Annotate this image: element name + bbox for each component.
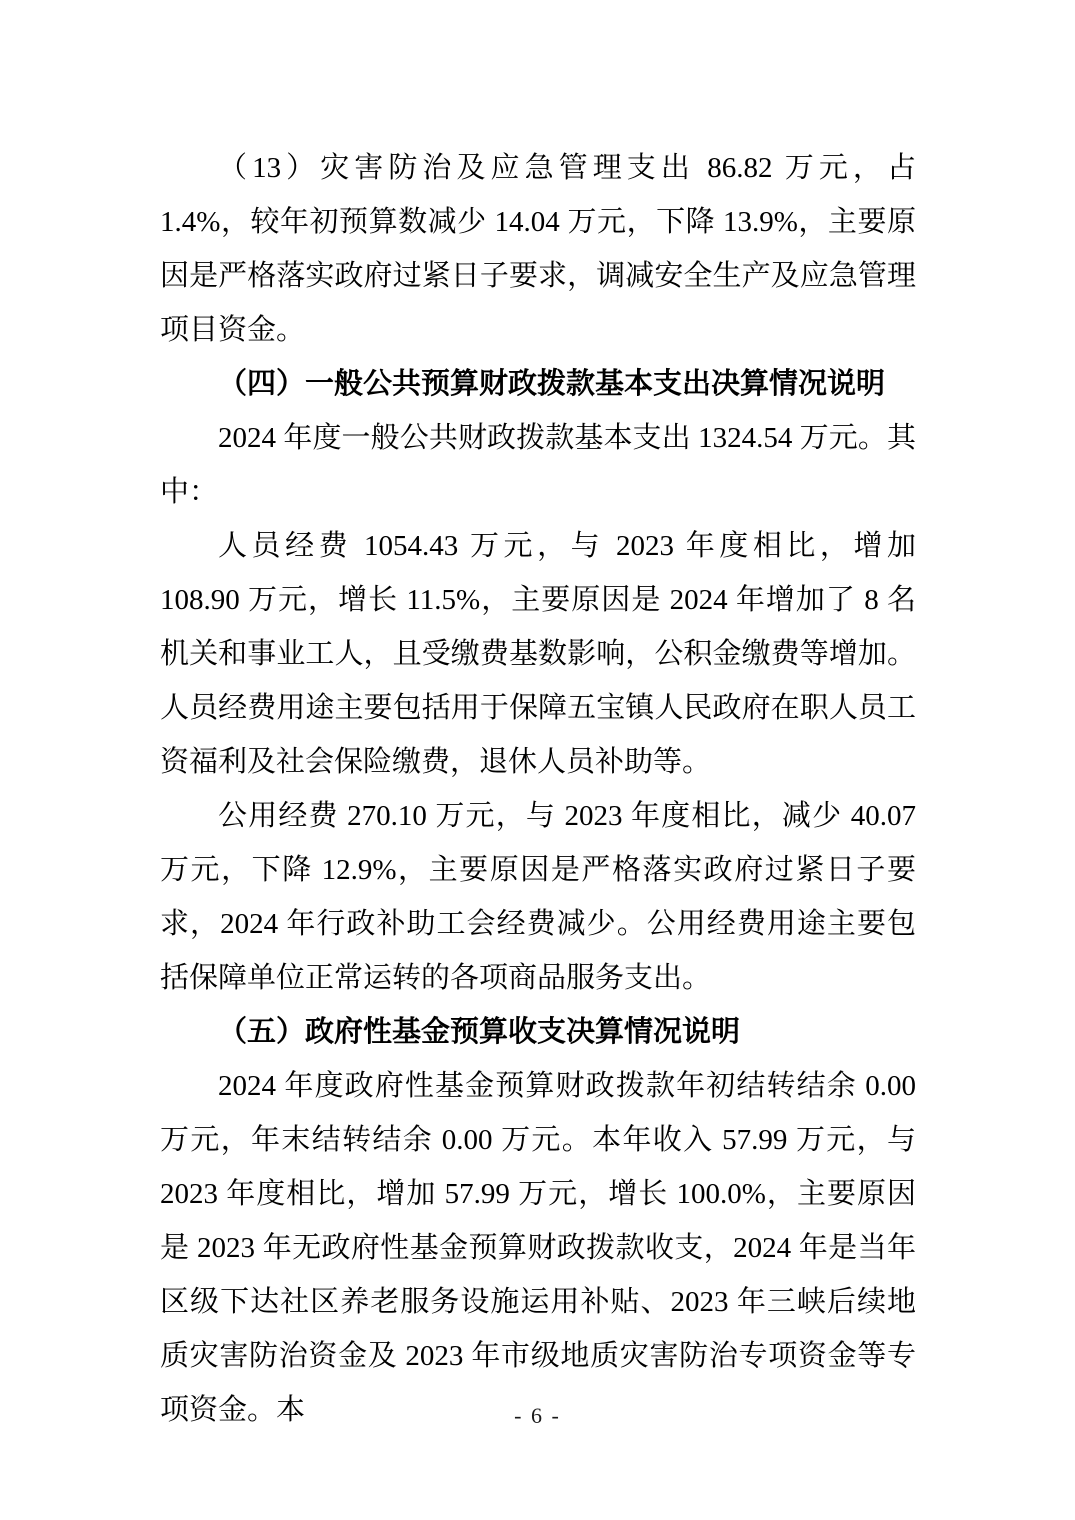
section-heading: （四）一般公共预算财政拨款基本支出决算情况说明 [218, 368, 886, 400]
paragraph: 人员经费 1054.43 万元，与 2023 年度相比，增加 108.90 万元，增长 11.5%，主要原因是 2024 年增加了 8 名机关和事业工人，且受缴费基数影响，公积金缴费等增加。人员经费用途主要包括用于保障五宝镇人民政府在职人员工资福利及社会保险缴费，退休人员补助等。 [160, 530, 916, 778]
paragraph: （13）灾害防治及应急管理支出 86.82 万元，占 1.4%，较年初预算数减少 14.04 万元，下降 13.9%，主要原因是严格落实政府过紧日子要求，调减安全生产及应急管理项目资金。 [160, 152, 916, 346]
document-body [160, 141, 916, 1437]
page-footer [0, 1401, 1075, 1431]
page-number: - 6 - [514, 1403, 561, 1428]
paragraph: 2024 年度政府性基金预算财政拨款年初结转结余 0.00 万元，年末结转结余 0.00 万元。本年收入 57.99 万元，与 2023 年度相比，增加 57.99 万元，增长 100.0%，主要原因是 2023 年无政府性基金预算财政拨款收支，2024 年是当年区级下达社区养老服务设施运用补贴、2023 年三峡后续地质灾害防治资金及 2023 年市级地质灾害防治专项资金等专项资金。本 [160, 1070, 916, 1426]
section-heading: （五）政府性基金预算收支决算情况说明 [218, 1016, 741, 1048]
paragraph: 公用经费 270.10 万元，与 2023 年度相比，减少 40.07 万元，下降 12.9%，主要原因是严格落实政府过紧日子要求，2024 年行政补助工会经费减少。公用经费用途主要包括保障单位正常运转的各项商品服务支出。 [160, 800, 916, 994]
paragraph: 2024 年度一般公共财政拨款基本支出 1324.54 万元。其中： [160, 422, 916, 508]
